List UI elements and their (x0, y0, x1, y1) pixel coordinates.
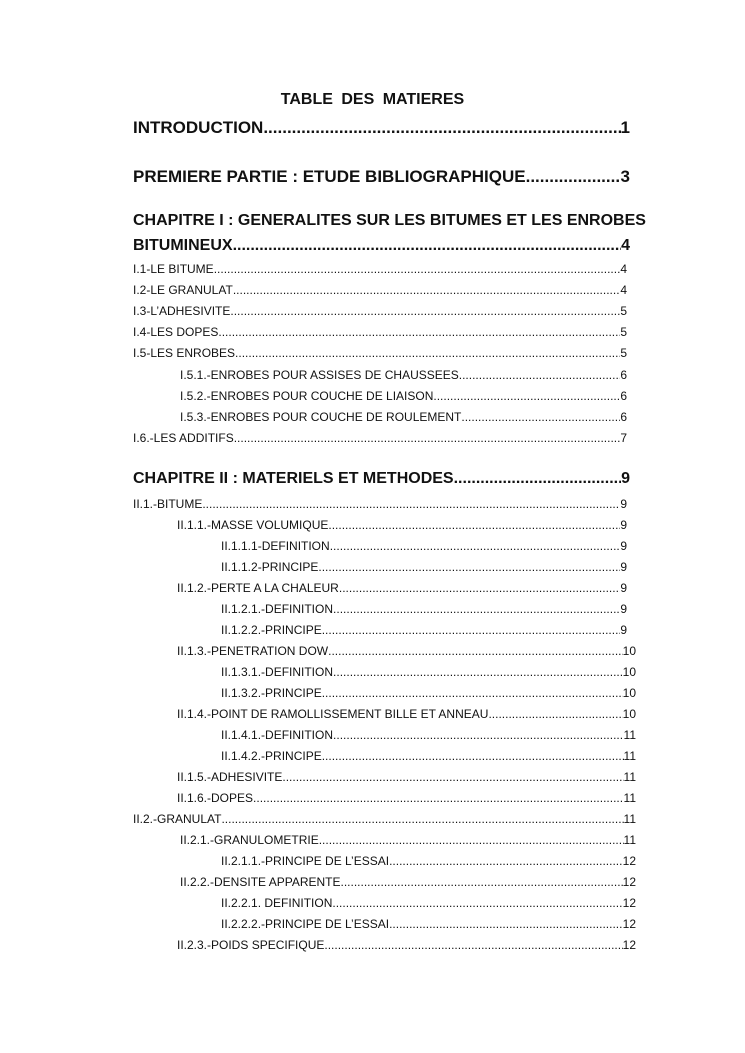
entry-page: 7 (620, 431, 627, 445)
entry-page: 9 (620, 518, 627, 532)
entry-label: I.4-LES DOPES (133, 325, 219, 339)
entry-label: I.5.2.-ENROBES POUR COUCHE DE LIAISON (180, 389, 434, 403)
entry-label: CHAPITRE II : MATERIELS ET METHODES (133, 470, 454, 487)
entry-page: 9 (620, 602, 627, 616)
entry-label: II.2.2.1. DEFINITION (221, 896, 333, 910)
entry-label: II.2.2.-DENSITE APPARENTE (180, 875, 341, 889)
entry-page: 4 (620, 262, 627, 276)
entry-page: 12 (622, 896, 636, 910)
toc-entry[interactable] (180, 875, 636, 889)
entry-page: 11 (623, 812, 636, 826)
entry-page: 1 (620, 118, 630, 137)
toc-entry-part-1[interactable] (133, 167, 630, 187)
toc-entry[interactable] (180, 833, 636, 847)
toc-entry[interactable] (221, 539, 627, 553)
entry-label: II.1.5.-ADHESIVITE (177, 770, 283, 784)
entry-label: II.2.2.2.-PRINCIPE DE L’ESSAI (221, 917, 390, 931)
entry-page: 9 (620, 539, 627, 553)
entry-page: 11 (623, 749, 636, 763)
entry-label: II.1.2.2.-PRINCIPE (221, 623, 322, 637)
toc-entry[interactable] (133, 283, 627, 297)
toc-entry[interactable] (177, 938, 636, 952)
entry-label: I.1-LE BITUME (133, 262, 214, 276)
entry-label: II.2.3.-POIDS SPECIFIQUE (177, 938, 325, 952)
toc-entry[interactable] (177, 581, 627, 595)
entry-page: 10 (622, 644, 636, 658)
toc-entry[interactable] (177, 644, 636, 658)
toc-entry-chapter-1[interactable] (133, 237, 630, 255)
toc-entry[interactable] (133, 262, 627, 276)
entry-label: BITUMINEUX (133, 237, 233, 254)
entry-label: PREMIERE PARTIE : ETUDE BIBLIOGRAPHIQUE (133, 167, 526, 186)
entry-label: I.3-L’ADHESIVITE (133, 304, 231, 318)
entry-page: 4 (621, 237, 630, 254)
toc-entry[interactable] (221, 854, 636, 868)
entry-label: II.2.-GRANULAT (133, 812, 222, 826)
toc-entry[interactable] (180, 410, 627, 424)
entry-label: II.1.3.2.-PRINCIPE (221, 686, 322, 700)
entry-label: II.1.4.1.-DEFINITION (221, 728, 334, 742)
entry-page: 6 (620, 410, 627, 424)
entry-page: 6 (620, 389, 627, 403)
toc-entry[interactable] (221, 917, 636, 931)
entry-label: II.1.1.1-DEFINITION (221, 539, 330, 553)
entry-label: II.2.1.-GRANULOMETRIE (180, 833, 319, 847)
entry-page: 11 (623, 791, 636, 805)
entry-label: II.1.-BITUME (133, 497, 203, 511)
toc-entry[interactable] (221, 749, 636, 763)
toc-entry-chapter-2[interactable] (133, 470, 630, 488)
toc-entry[interactable] (133, 346, 627, 360)
toc-entry[interactable] (221, 686, 636, 700)
toc-entry[interactable] (133, 812, 636, 826)
toc-entry[interactable] (177, 791, 636, 805)
entry-label: II.1.4.2.-PRINCIPE (221, 749, 322, 763)
entry-label: INTRODUCTION (133, 118, 264, 137)
entry-label: II.1.3.1.-DEFINITION (221, 665, 334, 679)
entry-page: 5 (620, 325, 627, 339)
entry-page: 9 (621, 470, 630, 487)
entry-label: II.1.2.1.-DEFINITION (221, 602, 334, 616)
toc-entry[interactable] (133, 431, 627, 445)
entry-page: 3 (620, 167, 630, 186)
entry-page: 11 (623, 833, 636, 847)
entry-page: 12 (622, 938, 636, 952)
entry-label: I.5.1.-ENROBES POUR ASSISES DE CHAUSSEES (180, 368, 459, 382)
entry-page: 12 (622, 875, 636, 889)
toc-entry[interactable] (177, 770, 636, 784)
entry-label: II.1.2.-PERTE A LA CHALEUR (177, 581, 339, 595)
toc-entry[interactable] (133, 325, 627, 339)
entry-label: II.1.1.2-PRINCIPE (221, 560, 319, 574)
toc-entry[interactable] (221, 560, 627, 574)
entry-page: 10 (622, 707, 636, 721)
entry-page: 9 (620, 623, 627, 637)
entry-page: 11 (623, 770, 636, 784)
entry-label: II.1.6.-DOPES (177, 791, 254, 805)
entry-label: I.6.-LES ADDITIFS (133, 431, 234, 445)
toc-title: TABLE DES MATIERES (280, 91, 465, 108)
toc-entry-introduction[interactable] (133, 118, 630, 138)
entry-label: I.5-LES ENROBES (133, 346, 236, 360)
entry-page: 9 (620, 560, 627, 574)
entry-page: 5 (620, 304, 627, 318)
toc-entry[interactable] (133, 497, 627, 511)
toc-entry[interactable] (133, 304, 627, 318)
chapter-1-title-line1: CHAPITRE I : GENERALITES SUR LES BITUMES ET LES ENROBES (133, 212, 646, 229)
toc-entry[interactable] (177, 707, 636, 721)
entry-label: II.1.1.-MASSE VOLUMIQUE (177, 518, 329, 532)
entry-page: 9 (620, 497, 627, 511)
toc-entry[interactable] (180, 368, 627, 382)
entry-label: II.1.3.-PENETRATION DOW (177, 644, 329, 658)
entry-page: 4 (620, 283, 627, 297)
toc-entry[interactable] (180, 389, 627, 403)
toc-entry[interactable] (177, 518, 627, 532)
entry-page: 9 (620, 581, 627, 595)
toc-entry[interactable] (221, 602, 627, 616)
toc-entry[interactable] (221, 623, 627, 637)
entry-page: 5 (620, 346, 627, 360)
toc-entry[interactable] (221, 728, 636, 742)
entry-label: II.1.4.-POINT DE RAMOLLISSEMENT BILLE ET ANNEAU (177, 707, 489, 721)
entry-page: 12 (622, 854, 636, 868)
entry-page: 11 (623, 728, 636, 742)
entry-label: I.5.3.-ENROBES POUR COUCHE DE ROULEMENT (180, 410, 462, 424)
entry-page: 6 (620, 368, 627, 382)
entry-page: 10 (622, 665, 636, 679)
toc-entry[interactable] (221, 665, 636, 679)
toc-entry[interactable] (221, 896, 636, 910)
entry-page: 12 (622, 917, 636, 931)
entry-page: 10 (622, 686, 636, 700)
entry-label: I.2-LE GRANULAT (133, 283, 233, 297)
entry-label: II.2.1.1.-PRINCIPE DE L’ESSAI (221, 854, 390, 868)
